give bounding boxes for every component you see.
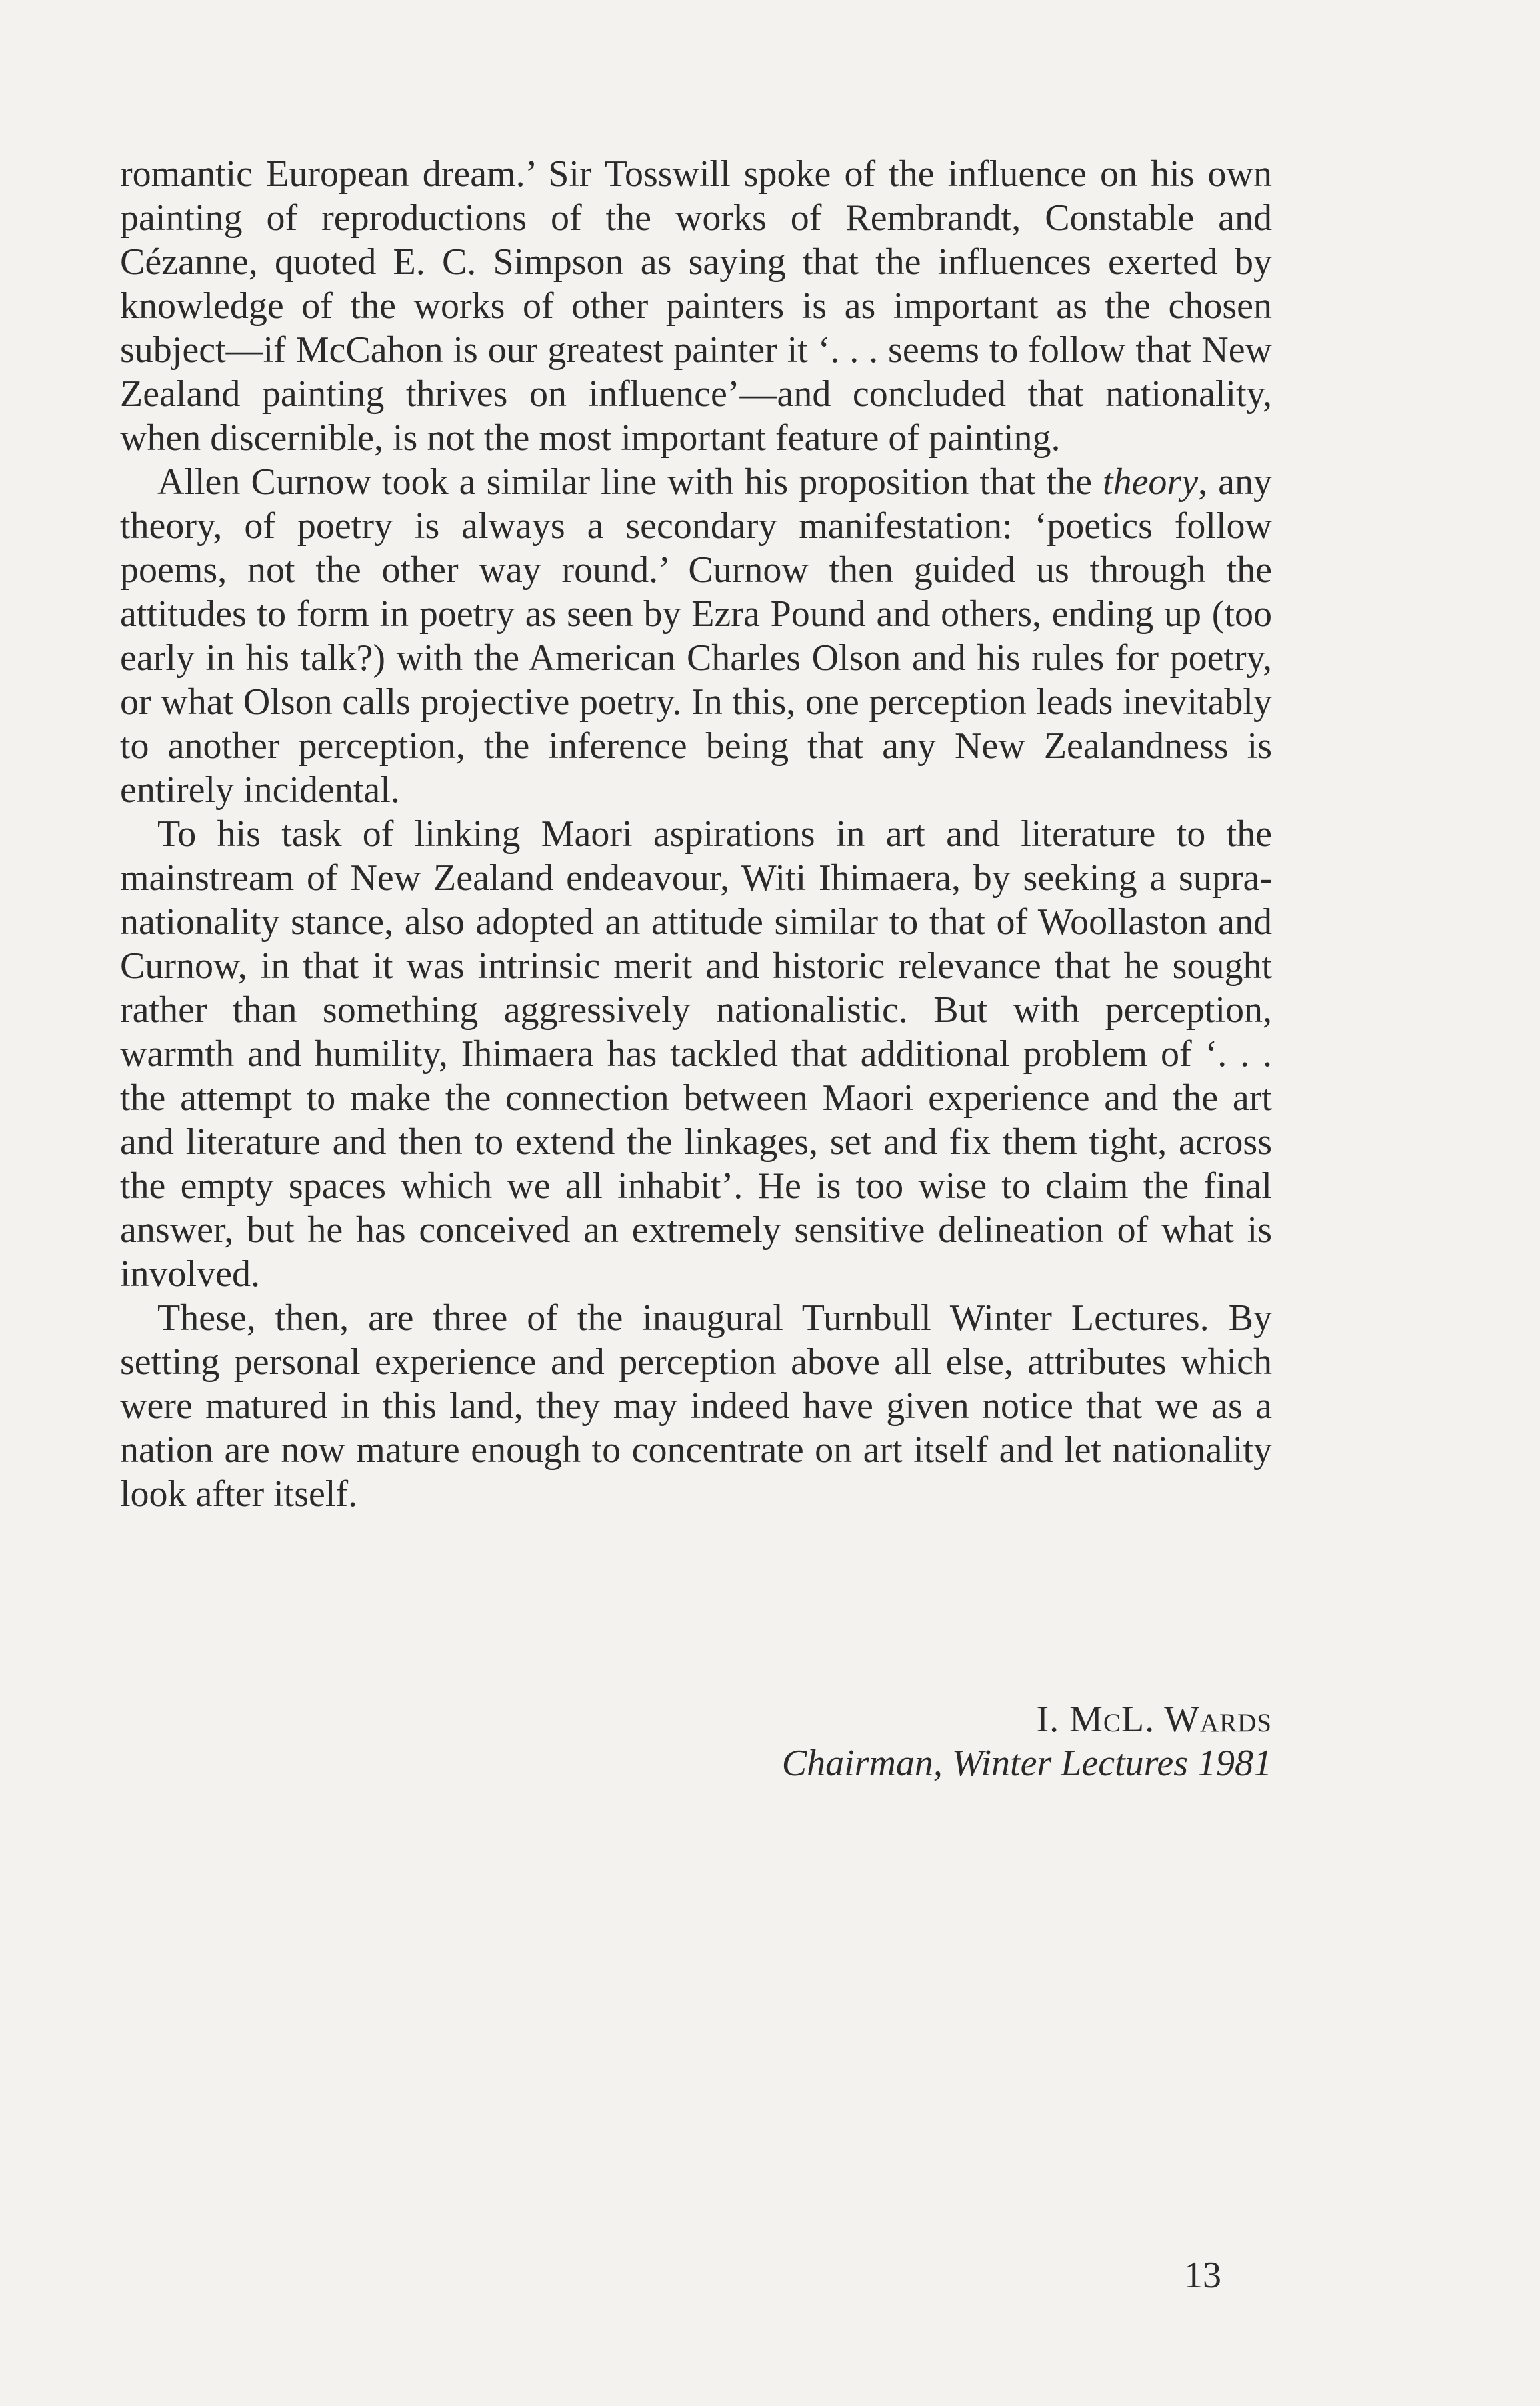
paragraph-4: These, then, are three of the inaugural Turnbull Winter Lectures. By setting personal experience and perception above all else, attributes which were matured in this land, they may indeed have given notice that we as a nation are now mature enough to concentrate on art itself and let nationality look after itself. [120,1297,1272,1515]
paragraph-3: To his task of linking Maori aspirations in art and literature to the mainstream of New Zealand endeavour, Witi Ihimaera, by seeking a supra-nationality stance, also adopted an attitude similar to that of Woollaston and Curnow, in that it was intrinsic merit and historic relevance that he sought rather than something aggressively nationalistic. But with perception, warmth and humility, Ihimaera has tackled that additional problem of ‘. . . the attempt to make the connection between Maori experience and the art and literature and then to extend the linkages, set and fix them tight, across the empty spaces which we all inhabit’. He is too wise to claim the final answer, but he has conceived an extremely sensitive delineation of what is involved. [120,813,1272,1295]
body-text [120,152,1272,1516]
emphasis-theory: theory [1103,461,1199,503]
signature-name: I. McL. Wards [1036,1699,1272,1740]
page-number: 13 [1184,2255,1221,2296]
paragraph-2: Allen Curnow took a similar line with his proposition that the theory, any theory, of poetry is always a secondary manifestation: ‘poetics follow poems, not the other way round.’ Curnow then guided us through the attitudes to form in poetry as seen by Ezra Pound and others, ending up (too early in his talk?) with the American Charles Olson and his rules for poetry, or what Olson calls projective poetry. In this, one perception leads inevitably to another perception, the inference being that any New Zealandness is entirely incidental. [120,461,1273,811]
signature-block [782,1697,1272,1785]
signature-title: Chairman, Winter Lectures 1981 [781,1743,1272,1784]
paragraph-1: romantic European dream.’ Sir Tosswill spoke of the influence on his own painting of reproductions of the works of Rembrandt, Constable and Cézanne, quoted E. C. Simpson as saying that the influences exerted by knowledge of the works of other painters is as important as the chosen subject—if McCahon is our greatest painter it ‘. . . seems to follow that New Zealand painting thrives on influence’—and concluded that nationality, when discernible, is not the most important feature of painting. [120,153,1272,459]
